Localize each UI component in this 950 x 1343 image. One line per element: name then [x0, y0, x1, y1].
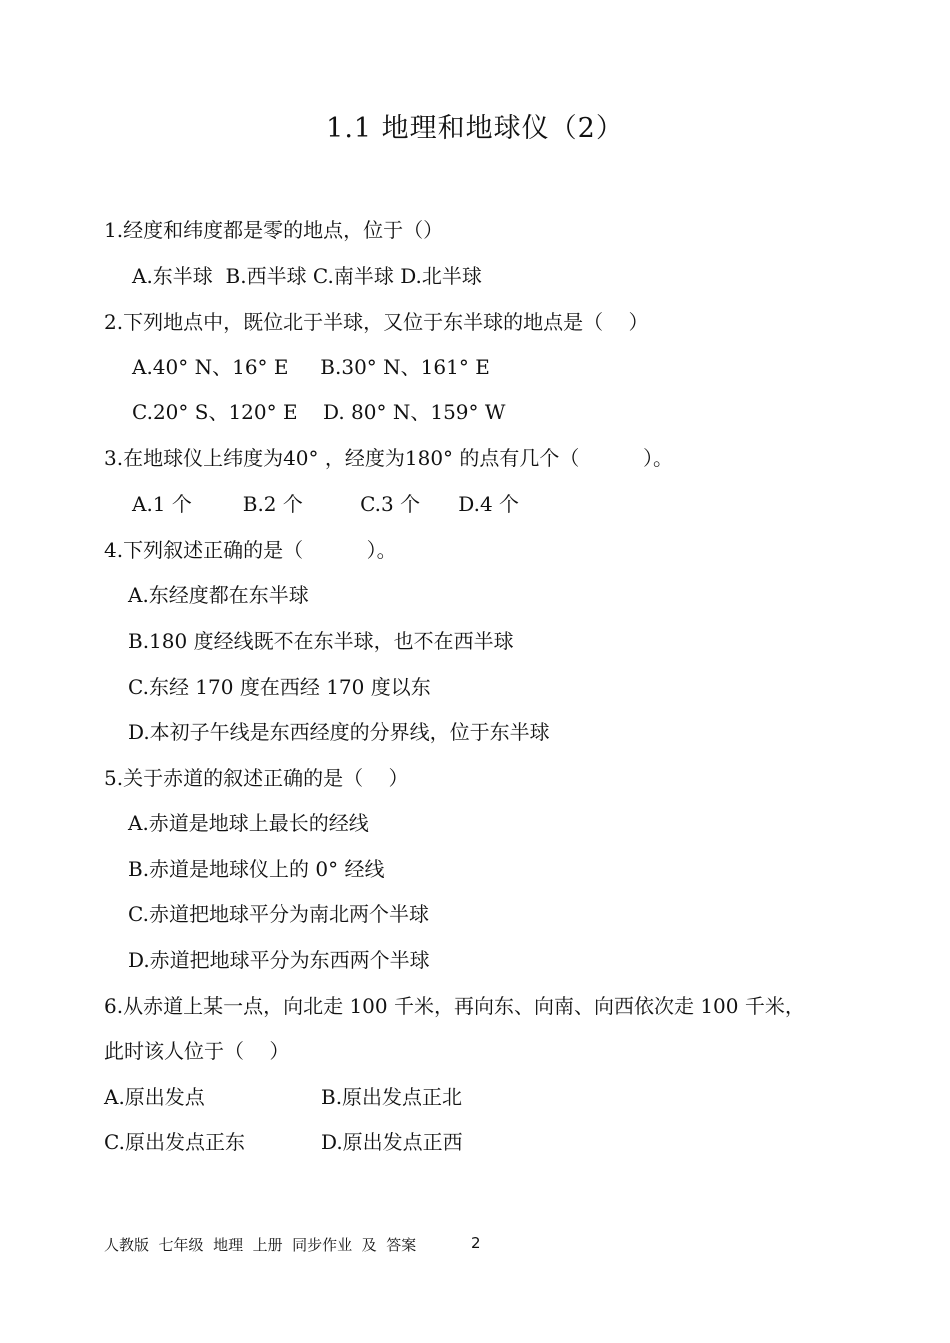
question-5-option-c: C.赤道把地球平分为南北两个半球	[128, 902, 429, 926]
question-3-stem: 3.在地球仪上纬度为40° ，经度为180° 的点有几个（ ）。	[104, 446, 673, 470]
question-1-options: A.东半球 B.西半球 C.南半球 D.北半球	[132, 264, 482, 288]
question-6-stem-line1: 6.从赤道上某一点，向北走 100 千米，再向东、向南、向西依次走 100 千米，	[104, 994, 805, 1018]
question-2-stem: 2.下列地点中，既位北于半球，又位于东半球的地点是（ ）	[104, 310, 649, 334]
question-6-option-a: A.原出发点	[104, 1085, 205, 1109]
question-4-option-b: B.180 度经线既不在东半球，也不在西半球	[128, 629, 514, 653]
question-4-option-c: C.东经 170 度在西经 170 度以东	[128, 675, 431, 699]
page-number: 2	[471, 1234, 481, 1252]
question-5-option-b: B.赤道是地球仪上的 0° 经线	[128, 857, 385, 881]
question-4-option-d: D.本初子午线是东西经度的分界线，位于东半球	[128, 720, 550, 744]
question-6-stem-line2: 此时该人位于（ ）	[104, 1039, 290, 1063]
question-2-options-row1: A.40° N、16° E B.30° N、161° E	[132, 355, 490, 379]
question-6-option-d: D.原出发点正西	[321, 1130, 463, 1154]
footer-text: 人教版 七年级 地理 上册 同步作业 及 答案	[104, 1236, 417, 1254]
question-1-stem: 1.经度和纬度都是零的地点，位于（）	[104, 218, 444, 242]
page-title: 1.1 地理和地球仪（2）	[326, 113, 624, 144]
question-4-stem: 4.下列叙述正确的是（ ）。	[104, 538, 397, 562]
question-6-option-c: C.原出发点正东	[104, 1130, 245, 1154]
question-5-option-d: D.赤道把地球平分为东西两个半球	[128, 948, 430, 972]
question-5-option-a: A.赤道是地球上最长的经线	[128, 811, 369, 835]
question-2-options-row2: C.20° S、120° E D. 80° N、159° W	[132, 400, 506, 424]
question-6-option-b: B.原出发点正北	[321, 1085, 463, 1109]
question-4-option-a: A.东经度都在东半球	[128, 583, 309, 607]
question-3-options: A.1 个 B.2 个 C.3 个 D.4 个	[132, 492, 520, 516]
question-5-stem: 5.关于赤道的叙述正确的是（ ）	[104, 766, 409, 790]
